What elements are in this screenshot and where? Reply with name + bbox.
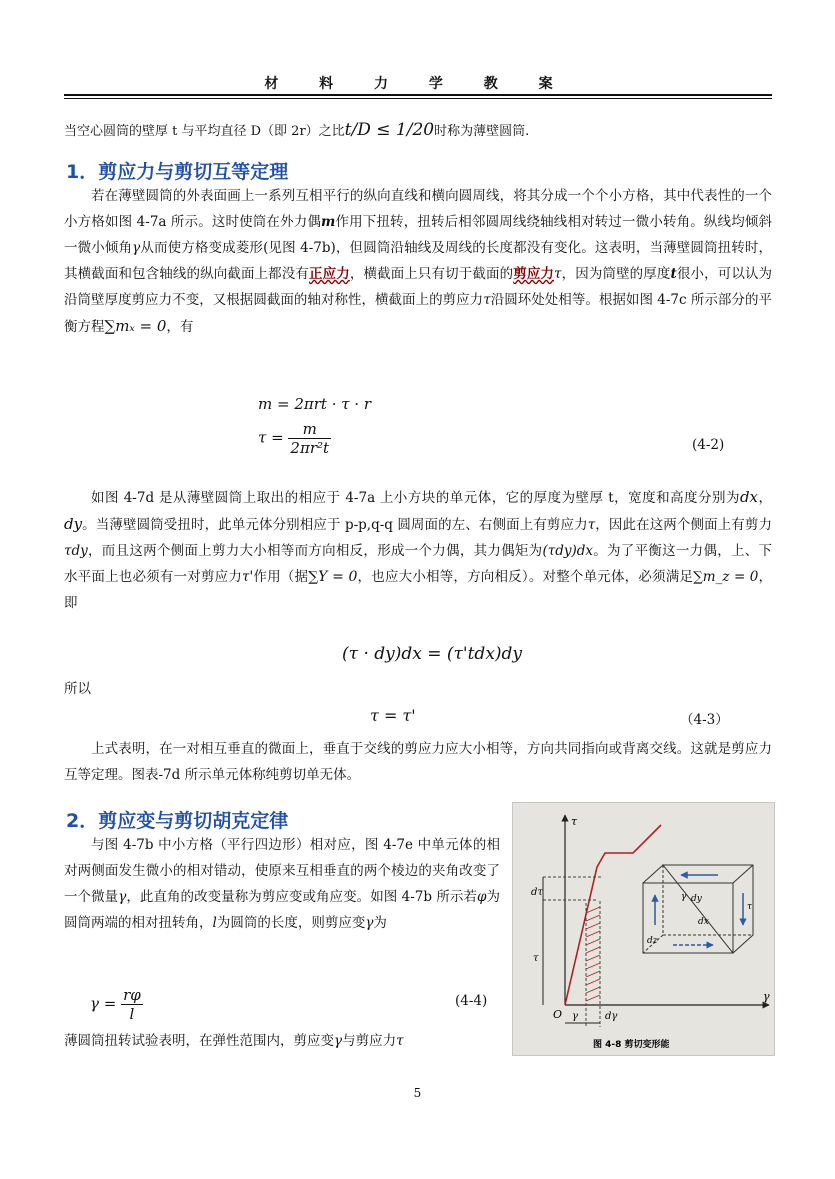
equation-m: m = 2πrt · τ · r	[258, 395, 372, 413]
figure-diagram	[513, 803, 774, 1055]
s1p1-gamma: γ	[132, 240, 141, 256]
s1p1-b: 作用下扭转，扭转后相邻圆周线绕轴线相对转过一微小转角。纵线均倾斜一微小倾角	[64, 214, 773, 256]
s2p2-tau: τ	[396, 1033, 404, 1049]
s1p1-tau: τ	[554, 266, 562, 282]
s1p2-g: ，也应大小相等，方向相反）。对整个单元体，必须满足	[357, 569, 694, 585]
equation-4-2	[258, 420, 331, 457]
s1p1-e: ，因为筒壁的厚度	[561, 266, 671, 282]
s2p1-l: l	[212, 915, 217, 931]
s1p1-g: 沿圆环处处相等。根据如图 4-7c 所示部分的平衡方程	[64, 292, 773, 335]
s1p2-a: 如图 4-7d 是从薄壁圆筒上取出的相应于 4-7a 上小方块的单元体，它的厚度为壁厚 t，宽度和高度分别为	[91, 490, 740, 506]
normal-stress-link[interactable]: 正应力	[309, 266, 350, 282]
eq5-fraction	[121, 986, 143, 1023]
s2p1-d: 为圆筒的长度，则剪应变	[216, 915, 366, 931]
cube-gamma-label: γ	[681, 892, 687, 902]
s1p2-b: 。当薄壁圆筒受扭时，此单元体分别相应于 p-p,q-q 圆周面的左、右侧面上有剪应力	[82, 517, 588, 533]
s1p2-moment: (τdy)dx	[542, 543, 593, 559]
equation-number-4-3: （4-3）	[680, 712, 729, 728]
s2p1-gamma: γ	[118, 889, 127, 905]
equation-number-4-4: (4-4)	[455, 993, 488, 1009]
section2-paragraph1	[64, 832, 500, 936]
figure-shear-strain-energy	[512, 802, 775, 1056]
intro-text-after: 时称为薄壁圆筒.	[434, 124, 530, 139]
s1p1-h: ，有	[166, 319, 194, 335]
s2p1-b: ，此直角的改变量称为剪应变或角应变。如图 4-7b 所示若	[126, 889, 478, 905]
element-cube	[643, 865, 753, 953]
s1p1-f: 很小，可以认为沿筒壁厚度剪应力不变，又根据圆截面的轴对称性，横截面上的剪应力	[64, 266, 773, 308]
s1p2-tdy: τdy	[64, 543, 88, 559]
s1p2-sumY: ∑Y = 0	[308, 569, 358, 585]
equation-moment-balance: (τ · dy)dx = (τ'tdx)dy	[342, 644, 523, 664]
eq5-num: rφ	[123, 986, 141, 1004]
s1p2-sumMz: ∑m_z = 0	[693, 569, 759, 585]
s1p1-eq: ∑mₓ = 0	[104, 317, 167, 335]
cube-dz-label: dz	[647, 936, 658, 946]
s2p1-c: 为圆筒两端的相对扭转角，	[64, 889, 501, 931]
s1p1-t: t	[670, 266, 677, 282]
eq2-den: 2πr²t	[290, 439, 330, 457]
section1-paragraph2	[64, 484, 772, 616]
eq2-num: m	[288, 420, 331, 439]
s2p1-phi: φ	[477, 889, 487, 905]
s1p1-m: m	[321, 214, 336, 230]
cube-tau-label: τ	[747, 902, 752, 912]
section2-title: 2．剪应变与剪切胡克定律	[66, 810, 289, 832]
s1p2-dx: dx	[739, 488, 759, 506]
so-text: 所以	[64, 681, 91, 697]
energy-hatch	[586, 907, 600, 1001]
equation-4-3: τ = τ'	[370, 706, 416, 725]
axis-gamma-label: γ	[763, 990, 770, 1003]
section1-title: 1．剪应力与剪切互等定理	[66, 161, 289, 183]
equation-number-4-2: (4-2)	[692, 437, 725, 453]
origin-label: O	[553, 1008, 563, 1021]
header-rule-thick	[64, 94, 772, 96]
eq5-den: l	[129, 1005, 135, 1023]
s1p2-h: ，即	[64, 569, 773, 611]
cube-dy-label: dy	[691, 894, 702, 904]
intro-paragraph	[64, 117, 772, 145]
s1p1-c: 从而使方格变成菱形(见图 4-7b)，但圆筒沿轴线及周线的长度都没有变化。这表明，当薄壁圆筒扭转时，其横截面和包含轴线的纵向截面上都没有	[64, 240, 773, 282]
dgamma-dim-label: dγ	[605, 1011, 618, 1022]
intro-text-before: 当空心圆筒的壁厚 t 与平均直径 D（即 2r）之比	[64, 124, 345, 139]
eq2-fraction	[288, 420, 331, 457]
dtau-label: dτ	[531, 887, 543, 898]
s2p2-a: 薄圆筒扭转试验表明，在弹性范围内，剪应变	[64, 1033, 334, 1049]
s2p1-e: 为	[373, 915, 387, 931]
eq2-lhs: τ =	[258, 428, 284, 447]
s1p1-d: ，横截面上只有切于截面的	[349, 266, 514, 282]
page-header-title: 材 料 力 学 教 案	[264, 76, 571, 92]
axis-tau-label: τ	[571, 815, 578, 828]
s2p2-gamma: γ	[334, 1033, 343, 1049]
cube-dx-label: dx	[698, 917, 709, 927]
intro-formula: t/D ≤ 1/20	[344, 120, 435, 140]
s1p2-taup: τ'	[242, 569, 254, 585]
s2p1-gamma2: γ	[365, 915, 374, 931]
s1p2-f: 作用（据	[253, 569, 309, 585]
page-number: 5	[413, 1086, 422, 1100]
s1p2-sep: ，	[758, 490, 772, 506]
s1p2-e: 。为了平衡这一力偶，上、下水平面上也必须有一对剪应力	[64, 543, 773, 585]
tau-dim-label: τ	[533, 953, 539, 964]
header-rule-thin	[64, 98, 772, 99]
s1p1-a: 若在薄壁圆筒的外表面画上一系列互相平行的纵向直线和横向圆周线，将其分成一个个小方格，其中代表性的一个小方格如图 4-7a 所示。这时使筒在外力偶	[64, 188, 772, 230]
s1p2-dy: dy	[64, 515, 83, 533]
s2p2-b: 与剪应力	[342, 1033, 397, 1049]
stress-strain-curve	[565, 825, 661, 1005]
equation-4-4	[90, 986, 143, 1023]
section2-paragraph2	[64, 1028, 504, 1054]
s1p2-d: ，而且这两个侧面上剪力大小相等而方向相反，形成一个力偶，其力偶矩为	[87, 543, 543, 559]
s1p2-c: ，因此在这两个侧面上有剪力	[595, 517, 772, 533]
s2p1-a: 与图 4-7b 中小方格（平行四边形）相对应，图 4-7e 中单元体的相对两侧面发生微小的相对错动，使原来互相垂直的两个棱边的夹角改变了一个微量	[64, 837, 500, 905]
gamma-dim-label: γ	[572, 1011, 578, 1022]
section1-paragraph1	[64, 183, 772, 340]
figure-caption: 图 4-8 剪切变形能	[593, 1040, 670, 1050]
shear-stress-link[interactable]: 剪应力	[513, 266, 555, 282]
s1p1-tau2: τ	[483, 292, 491, 308]
s1p2-tau: τ	[587, 517, 596, 533]
eq5-lhs: γ =	[90, 994, 117, 1013]
section1-paragraph3: 上式表明，在一对相互垂直的微面上，垂直于交线的剪应力应大小相等，方向共同指向或背离交线。这就是剪应力互等定理。图表-7d 所示单元体称纯剪切单无体。	[64, 741, 772, 783]
